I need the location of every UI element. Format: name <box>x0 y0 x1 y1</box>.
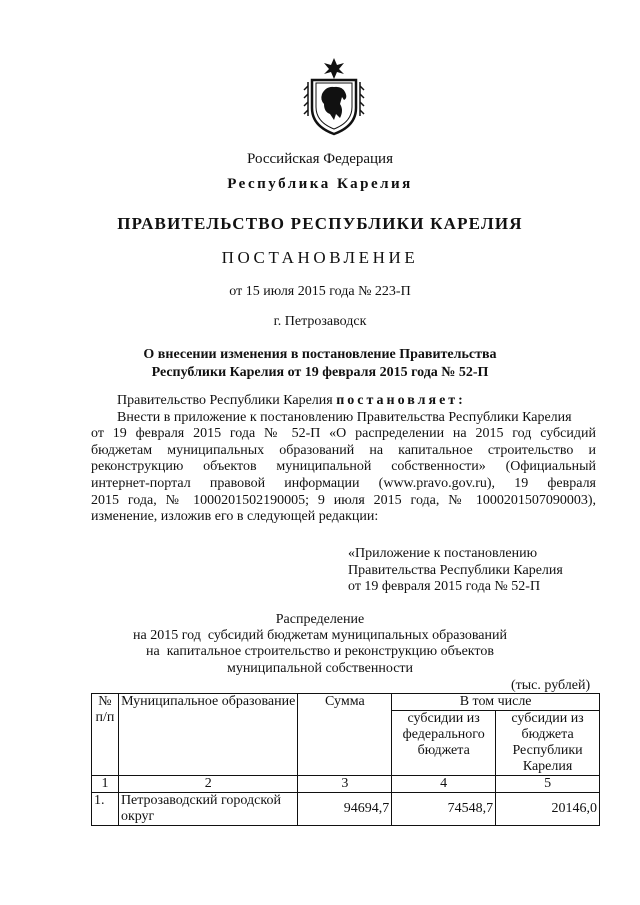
decree-body <box>91 393 596 526</box>
body-line: изменение, изложив его в следующей редакции: <box>91 509 379 525</box>
row-number: 1. <box>92 793 119 826</box>
units-label: (тыс. рублей) <box>511 678 591 693</box>
title-line-2: Республики Карелия от 19 февраля 2015 года № 52-П <box>151 365 489 380</box>
federation-label: Российская Федерация <box>247 151 393 167</box>
body-line: 2015 года, № 1000201502190005; 9 июля 2015 года, № 1000201507090003), <box>91 492 596 508</box>
distribution-line-3: на капитальное строительство и реконструкцию объектов <box>146 644 494 660</box>
distribution-line-1: Распределение <box>275 612 365 627</box>
document-type: ПОСТАНОВЛЕНИЕ <box>221 248 419 267</box>
body-line: от 19 февраля 2015 года № 52-П «О распределении на 2015 год субсидий <box>91 426 596 442</box>
column-number: 3 <box>298 776 392 793</box>
table-row <box>92 793 600 826</box>
header-municipality: Муниципальное образование <box>118 694 298 776</box>
distribution-heading <box>0 612 640 677</box>
appendix-line-2: Правительства Республики Карелия <box>348 562 563 578</box>
row-sum: 94694,7 <box>298 793 392 826</box>
distribution-line-4: муниципальной собственности <box>226 660 414 676</box>
header-federal: субсидии из федерального бюджета <box>392 711 496 776</box>
document-city: г. Петрозаводск <box>273 314 367 329</box>
document-date: от 15 июля 2015 года № 223-П <box>229 284 411 299</box>
row-municipality: Петрозаводский городской округ <box>118 793 298 826</box>
subsidy-table <box>91 693 600 826</box>
header-number: № п/п <box>92 694 119 776</box>
coat-of-arms-emblem <box>300 56 368 136</box>
column-number: 5 <box>496 776 600 793</box>
appendix-line-3: от 19 февраля 2015 года № 52-П <box>348 579 541 594</box>
decree-word: постановляет: <box>336 393 466 408</box>
body-line: интернет-портал правовой информации (www.pravo.gov.ru), 19 февраля <box>91 475 596 491</box>
body-line: бюджетам муниципальных образований на капитальное строительство и <box>91 442 596 458</box>
column-number: 1 <box>92 776 119 793</box>
title-line-1: О внесении изменения в постановление Правительства <box>143 347 497 362</box>
body-line: Внести в приложение к постановлению Правительства Республики Карелия <box>117 409 572 425</box>
distribution-line-2: на 2015 год субсидий бюджетам муниципальных образований <box>133 628 507 644</box>
appendix-reference <box>348 546 608 596</box>
government-heading: ПРАВИТЕЛЬСТВО РЕСПУБЛИКИ КАРЕЛИЯ <box>117 214 523 233</box>
decree-intro <box>91 393 596 410</box>
body-line: реконструкцию объектов муниципальной собственности» (Официальный <box>91 459 596 475</box>
header-including: В том числе <box>392 694 600 711</box>
document-title <box>0 346 640 382</box>
column-number: 4 <box>392 776 496 793</box>
row-republic: 20146,0 <box>496 793 600 826</box>
column-number: 2 <box>118 776 298 793</box>
header-sum: Сумма <box>298 694 392 776</box>
header-republic: субсидии из бюджета Республики Карелия <box>496 711 600 776</box>
row-federal: 74548,7 <box>392 793 496 826</box>
republic-label: Республика Карелия <box>227 176 413 192</box>
decree-intro-prefix: Правительство Республики Карелия <box>117 393 333 408</box>
appendix-line-1: «Приложение к постановлению <box>348 546 538 561</box>
